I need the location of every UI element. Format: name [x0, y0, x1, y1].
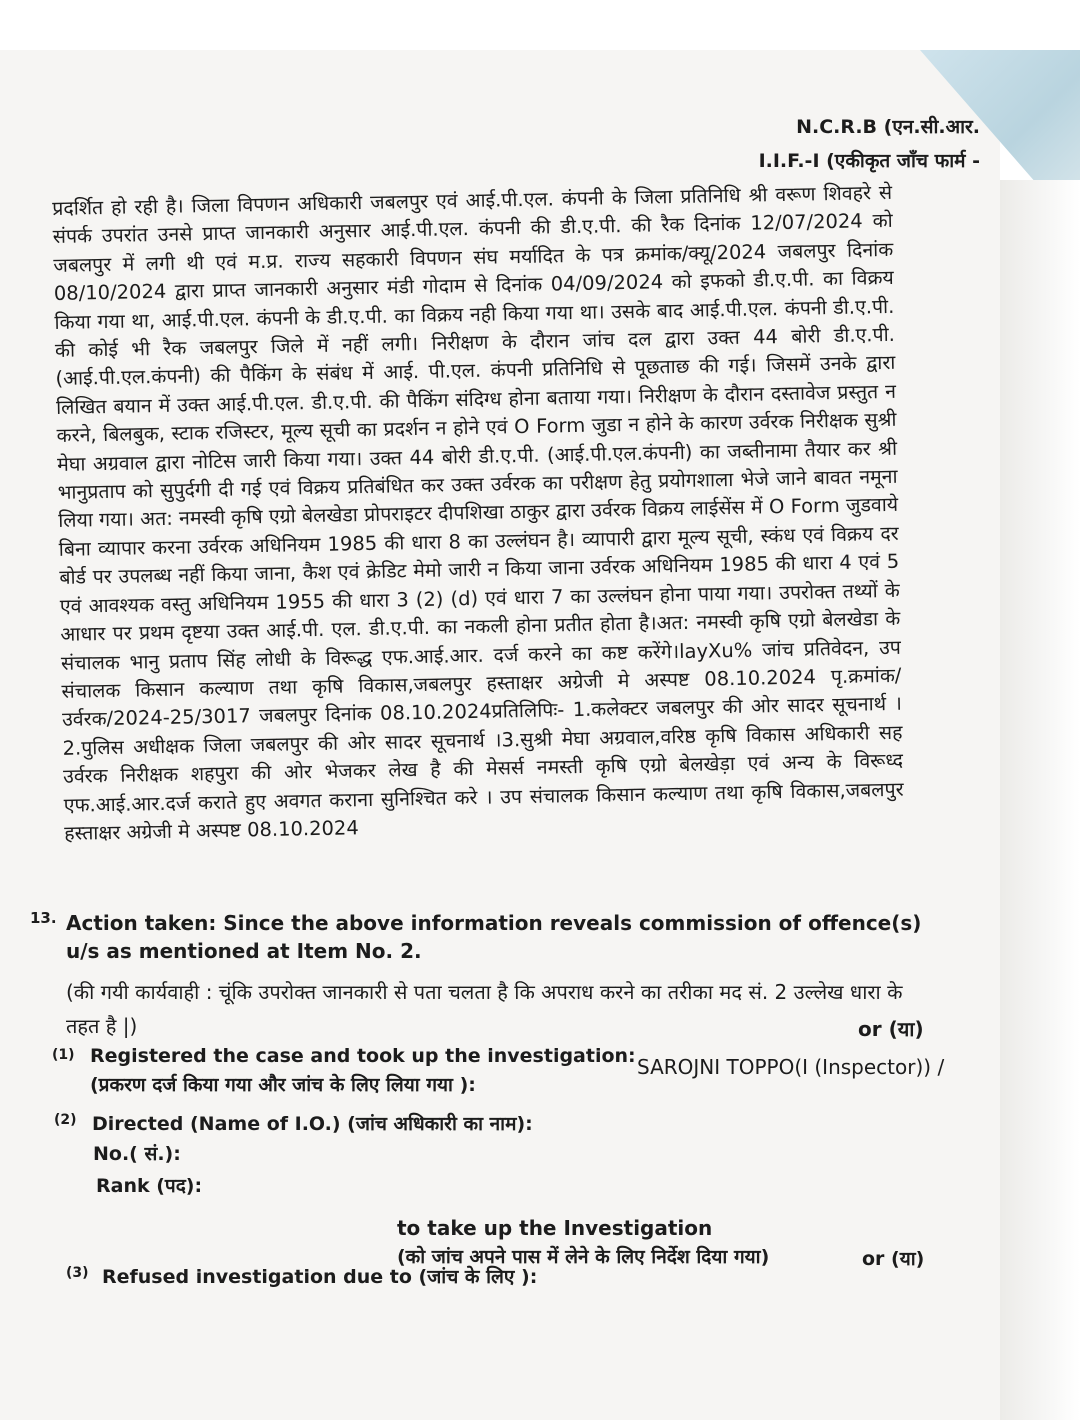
item-number: (2) [54, 1112, 77, 1128]
or-label: or (या) [858, 1017, 924, 1041]
item-number: (1) [52, 1047, 75, 1063]
take-up-investigation: to take up the Investigation [397, 1216, 713, 1240]
or-label-2: or (या) [862, 1248, 925, 1270]
photo-background-top [0, 0, 1080, 50]
section-title: Action taken: Since the above information reveals commission of offence(s) u/s as mentioned at Item No. 2. [66, 911, 922, 963]
complaint-paragraph: प्रदर्शित हो रही है। जिला विपणन अधिकारी जबलपुर एवं आई.पी.एल. कंपनी के जिला प्रतिनिधि श्री वरूण शिवहरे से संपर्क उपरांत उनसे प्राप्त जानकारी अनुसार आई.पी.एल. कंपनी की डी.ए.पी. की रैक दिनांक 12/07/2024 को जबलपुर में लगी थी एवं म.प्र. राज्य सहकारी विपणन संघ मर्यादित के पत्र क्रमांक/क्यू/2024 जबलपुर दिनांक 08/10/2024 द्वारा प्राप्त जानकारी अनुसार मंडी गोदाम से दिनांक 04/09/2024 को इफको डी.ए.पी. का विक्रय किया गया था, आई.पी.एल. कंपनी के डी.ए.पी. का विक्रय नही किया गया था। उसके बाद आई.पी.एल. कंपनी डी.ए.पी. की कोई भी रैक जबलपुर जिले में नहीं लगी। निरीक्षण के दौरान जांच दल द्वारा उक्त 44 बोरी डी.ए.पी. (आई.पी.एल.कंपनी) की पैकिंग के संबंध में आई. पी.एल. कंपनी प्रतिनिधि से पूछताछ की गई। जिसमें उनके द्वारा लिखित बयान में उक्त आई.पी.एल. डी.ए.पी. की पैकिंग संदिग्ध होना बताया गया। निरीक्षण के दौरान दस्तावेज प्रस्तुत न करने, बिलबुक, स्टाक रजिस्टर, मूल्य सूची का प्रदर्शन न होने एवं O Form जुडा न होने के कारण उर्वरक निरीक्षक सुश्री मेघा अग्रवाल द्वारा नोटिस जारी किया गया। उक्त 44 बोरी डी.ए.पी. (आई.पी.एल.कंपनी) का जब्तीनामा तैयार कर श्री भानुप्रताप को सुपुर्दगी दी गई एवं विक्रय प्रतिबंधित कर उक्त उर्वरक का परीक्षण हेतु प्रयोगशाला भेजे जाने बावत नमूना लिया गया। अत: नमस्वी कृषि एग्रो बेलखेडा प्रोपराइटर दीपशिखा ठाकुर द्वारा उर्वरक विक्रय लाईसेंस में O Form जुडवाये बिना व्यापार करना उर्वरक अधिनियम 1985 की धारा 8 का उल्लंघन है। व्यापारी द्वारा मूल्य सूची, स्कंध एवं विक्रय दर बोर्ड पर उपलब्ध नहीं किया जाना, कैश एवं क्रेडिट मेमो जारी न किया जाना उर्वरक अधिनियम 1985 की धारा 4 एवं 5 एवं आवश्यक वस्तु अधिनियम 1955 की धारा 3 (2) (d) एवं धारा 7 का उल्लंघन होना पाया गया। उपरोक्त तथ्यों के आधार पर प्रथम दृष्टया उक्त आई.पी. एल. डी.ए.पी. का नकली होना प्रतीत होता है।अत: नमस्वी कृषि एग्रो बेलखेडा के संचालक भानु प्रताप सिंह लोधी के विरूद्ध एफ.आई.आर. दर्ज करने का कष्ट करेंगे।layXu% जांच प्रतिवेदन, उप संचालक किसान कल्याण तथा कृषि विकास,जबलपुर हस्ताक्षर अग्रेजी मे अस्पष्ट 08.10.2024 पृ.क्रमांक/उर्वरक/2024-25/3017 जबलपुर दिनांक 08.10.2024प्रतिलिपिः- 1.कलेक्टर जबलपुर की ओर सादर सूचनार्थ ।2.पुलिस अधीक्षक जिला जबलपुर की ओर सादर सूचनार्थ ।3.सुश्री मेघा अग्रवाल,वरिष्ठ कृषि विकास अधिकारी सह उर्वरक निरीक्षक शहपुरा की ओर भेजकर लेख है की मेसर्स नमस्ती कृषि एग्रो बेलखेड़ा एवं अन्य के विरूध्द एफ.आई.आर.दर्ज कराते हुए अवगत कराना सुनिश्चित करे । उप संचालक किसान कल्याण तथा कृषि विकास,जबलपुर हस्ताक्षर अग्रेजी मे अस्पष्ट 08.10.2024 [52, 180, 904, 845]
section-number: 13. [30, 909, 57, 927]
section-title-hindi: (की गयी कार्यवाही : चूंकि उपरोक्त जानकारी से पता चलता है कि अपराध करने का तरीका मद सं. 2 उल्लेख धारा के तहत है |) [66, 980, 903, 1038]
page-edge-shadow [1000, 180, 1080, 1420]
item-label: Directed (Name of I.O.) (जांच अधिकारी का नाम): [92, 1113, 533, 1135]
io-rank-label: Rank (पद): [96, 1175, 203, 1197]
form-header [740, 110, 980, 178]
take-up-investigation-hindi: (को जांच अपने पास में लेने के लिए निर्देश दिया गया) [397, 1246, 770, 1268]
header-ncrb: N.C.R.B (एन.सी.आर. [796, 116, 980, 138]
item-label: Refused investigation due to (जांच के लिए ): [102, 1266, 538, 1288]
item-label-hindi: (प्रकरण दर्ज किया गया और जांच के लिए लिया गया ): [90, 1074, 476, 1096]
io-number-label: No.( सं.): [93, 1143, 181, 1165]
item-number: (3) [66, 1265, 89, 1281]
investigating-officer-value: SAROJNI TOPPO(I (Inspector)) / [637, 1055, 945, 1079]
item-label: Registered the case and took up the investigation: [90, 1045, 636, 1067]
header-iif: I.I.F.-I (एकीकृत जाँच फार्म - [758, 150, 980, 172]
